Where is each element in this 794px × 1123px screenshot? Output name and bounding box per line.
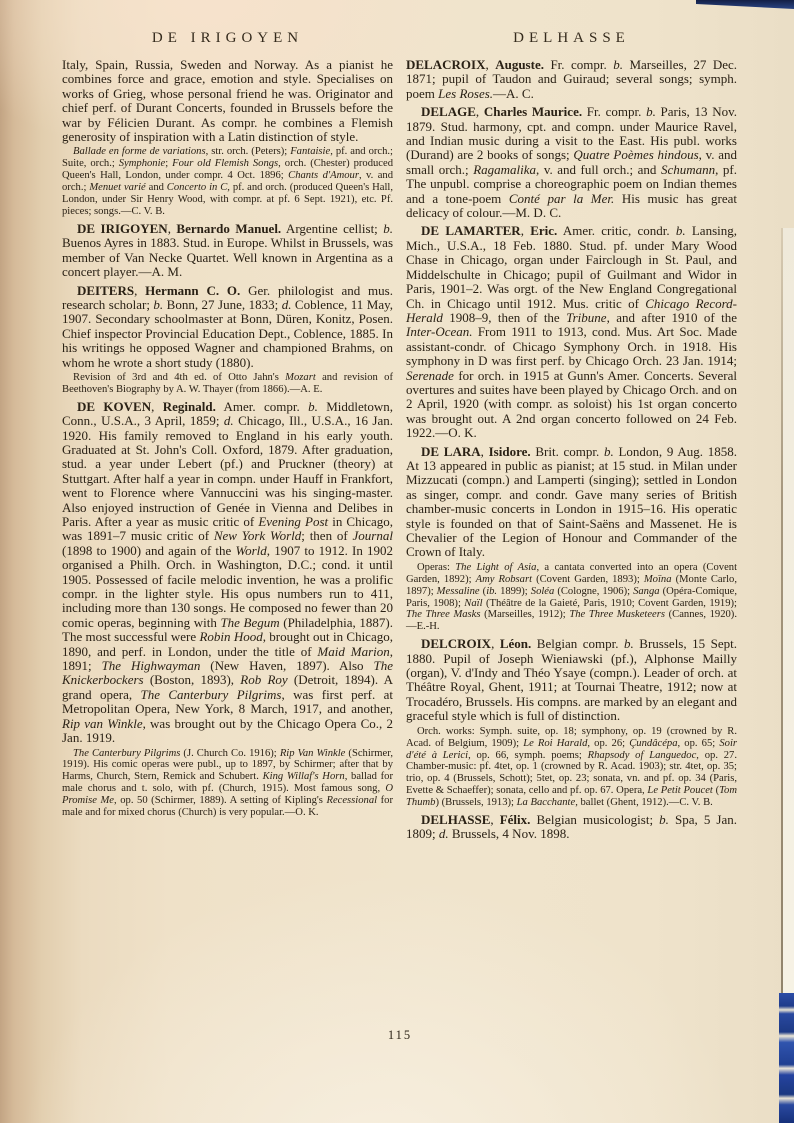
works-note-de-koven: The Canterbury Pilgrims (J. Church Co. 1916); Rip Van Winkle (Schirmer, 1919). His comic operas were publ., up to 1897, by Schirmer; after that by Harms, Church, Stern, Remick and Schubert. King Willaf's Horn, ballad for male chorus and t. solo, with pf. (Church, 1915). Most famous song, O Promise Me, op. 50 (Schirmer, 1889). A setting of Kipling's Recessional for male and for mixed chorus (Church) is very popular.—O. K.: [62, 747, 394, 819]
book-cover-right-edge: [779, 993, 794, 1123]
works-note-de-lara: Operas: The Light of Asia, a cantata converted into an opera (Covent Garden, 1892); Amy Robsart (Covent Garden, 1893); Moïna (Monte Carlo, 1897); Messaline (ib. 1899); Soléa (Cologne, 1906); Sanga (Opéra-Comique, Paris, 1908); Naïl (Théâtre de la Gaieté, Paris, 1910; Covent Garden, 1919); The Three Masks (Marseilles, 1912); The Three Musketeers (Cannes, 1920).—E.-H.: [406, 561, 738, 633]
column-left: [62, 30, 393, 842]
entry-de-lamarter: DE LAMARTER, Eric. Amer. critic, condr. b. Lansing, Mich., U.S.A., 18 Feb. 1880. Stud. pf. under Mary Wood Chase in Chicago, organ under Fairclough in St. Paul, and Middelschulte in Chicago; pupil of Guilmant and Widor in Paris, 1901–2. Was orgt. of the New England Congregational Ch. in Chicago until 1912. Mus. critic of Chicago Record-Herald 1908–9, then of the Tribune, and after 1910 of the Inter-Ocean. From 1911 to 1913, cond. Mus. Art Soc. Made assistant-condr. of Chicago Symphony Orch. in 1918. His symphony in D was first perf. by Chicago Orch. 23 Jan. 1914; Serenade for orch. in 1915 at Gunn's Amer. Concerts. Several overtures and suites have been played by Chicago Orch. and on 2 April, 1920 (with compr. as soloist) his 1st organ concerto was brought out. A 2nd organ concerto followed on 24 Feb. 1922.—O. K.: [406, 223, 738, 441]
works-note-de-irigoyen: Ballade en forme de variations, str. orch. (Peters); Fantaisie, pf. and orch.; Suite, orch.; Symphonie; Four old Flemish Songs, orch. (Chester) produced Queen's Hall, London, under compr. 4 Oct. 1896; Chants d'Amour, v. and orch.; Menuet varié and Concerto in C, pf. and orch. (produced Queen's Hall, London, under Sir Henry Wood, with compr. at pf. 6 Sept. 1921), etc. Pf. pieces; songs.—C. V. B.: [62, 146, 394, 217]
entry-delage: DELAGE, Charles Maurice. Fr. compr. b. Paris, 13 Nov. 1879. Stud. harmony, cpt. and compn. under Maurice Ravel, and Indian music during a visit to the East. His publ. works (Durand) are 2 books of songs; Quatre Poèmes hindous, v. and small orch.; Ragamalika, v. and full orch.; and Schumann, pf. The unpubl. comprise a choreographic poem on Indian themes and a tone-poem Conté par la Mer. His music has great delicacy of colour.—M. D. C.: [406, 104, 737, 221]
column-left-body: [62, 58, 393, 819]
book-cover-top-edge: [696, 0, 794, 9]
entry-deiters: DEITERS, Hermann C. O. Ger. philologist and mus. research scholar; b. Bonn, 27 June, 1833; d. Coblence, 11 May, 1907. Secondary schoolmaster at Bonn, Düren, Konitz, Posen. Chief inspector Provincial Education Dept., Coblence, 1885. In his writings he opposed Wagner and championed Brahms, on whom he wrote a short study (1880).: [62, 282, 393, 370]
entry-de-irigoyen-continued: Italy, Spain, Russia, Sweden and Norway. As a pianist he combines force and grace, emotion and style. Specialises on works of Grieg, whose personal friend he was. Originator and chief perf. of Durant Concerts, founded in Brussels before the war by Félicien Durant. As compr. he combines a Flemish generosity of inspiration with a Latin distinction of style.: [62, 57, 393, 145]
works-note-delcroix: Orch. works: Symph. suite, op. 18; symphony, op. 19 (crowned by R. Acad. of Belgium, 1909); Le Roi Harald, op. 26; Çundâcépa, op. 65; Soir d'été à Lerici, op. 66, symph. poems; Rhapsody of Languedoc, op. 27. Chamber-music: pf. 4tet, op. 1 (crowned by R. Acad. 1903); str. 4tet, op. 35; trio, op. 4 (Brussels, Schott); 5tet, op. 23; sonata, vn. and pf. op. 34 (Paris, Evette & Schaeffer); sonata, cello and pf. op. 67. Opera, Le Petit Poucet (Tom Thumb) (Brussels, 1913); La Bacchante, ballet (Ghent, 1912).—C. V. B.: [406, 725, 738, 809]
entry-de-koven: DE KOVEN, Reginald. Amer. compr. b. Middletown, Conn., U.S.A., 3 April, 1859; d. Chicago, Ill., U.S.A., 16 Jan. 1920. His family removed to England in his early youth. Graduated at St. John's Coll. Oxford, 1879. After graduation, stud. a year under Lebert (pf.) and Pruckner (theory) at Stuttgart. After half a year in compn. under Hauff in Frankfort, went to Florence where Vannuccini was his singing-master. Also enjoyed instruction of Genée in Vienna and Delibes in Paris. After a year as music critic of Evening Post in Chicago, was 1891–7 music critic of New York World; then of Journal (1898 to 1900) and again of the World, 1907 to 1912. In 1902 organised a Philh. Orch. in Washington, D.C.; cond. it until 1905. Possessed of facile melodic invention, he was a prolific compr. in the lighter style. His opus numbers run to 411, including more than 130 songs. He composed no fewer than 20 comic operas, beginning with The Begum (Philadelphia, 1887). The most successful were Robin Hood, brought out in Chicago, 1890, and perf. in London, under the title of Maid Marion, 1891; The Highwayman (New Haven, 1897). Also The Knickerbockers (Boston, 1893), Rob Roy (Detroit, 1894). A grand opera, The Canterbury Pilgrims, was first perf. at Metropolitan Opera, New York, 8 March, 1917, and another, Rip van Winkle, was brought out by the Chicago Opera Co., 2 Jan. 1919.: [62, 398, 394, 746]
entry-delcroix: DELCROIX, Léon. Belgian compr. b. Brussels, 15 Sept. 1880. Pupil of Joseph Wieniawski (pf.), Alphonse Mailly (organ), V. d'Indy and Théo Ysaye (compn.). Leader of orch. at Théâtre Royal, Ghent, 1911; at Tournai Theatre, 1912; now at Trocadéro, Brussels. His compns. are marked by an elegant and graceful style which is full of distinction.: [406, 636, 738, 724]
page-number: 115: [387, 1028, 413, 1042]
running-head-left: DE IRIGOYEN: [151, 30, 304, 46]
works-note-deiters: Revision of 3rd and 4th ed. of Otto Jahn's Mozart and revision of Beethoven's Biography by A. W. Thayer (from 1866).—A. E.: [62, 371, 393, 395]
running-head-right: DELHASSE: [513, 30, 630, 46]
column-right: [406, 30, 737, 842]
page-edge-highlight: [783, 228, 794, 1123]
entry-de-irigoyen-bernardo: DE IRIGOYEN, Bernardo Manuel. Argentine cellist; b. Buenos Ayres in 1883. Stud. in Europe. Whilst in Brussels, was member of Van Necke Quartet. Well known in Argentina as a concert player.—A. M.: [62, 220, 393, 280]
entry-delhasse: DELHASSE, Félix. Belgian musicologist; b. Spa, 5 Jan. 1809; d. Brussels, 4 Nov. 1898.: [406, 812, 737, 842]
column-right-body: [406, 58, 737, 842]
page-edge-line: [781, 228, 783, 1123]
entry-de-lara: DE LARA, Isidore. Brit. compr. b. London, 9 Aug. 1858. At 13 appeared in public as pianist; at 15 stud. in Milan under Mizzucati (compn.) and Lamperti (singing); settled in London as singer, compr. and condr. Gave many series of British chamber-music concerts in London in 1915–16. His operatic style is founded on that of Saint-Saëns and Massenet. He is Chevalier of the Legion of Honour and Commander of the Crown of Italy.: [406, 443, 738, 560]
page-text-area: [62, 30, 738, 842]
entry-delacroix: DELACROIX, Auguste. Fr. compr. b. Marseilles, 27 Dec. 1871; pupil of Taudon and Guiraud; several songs; symph. poem Les Roses.—A. C.: [406, 57, 737, 101]
